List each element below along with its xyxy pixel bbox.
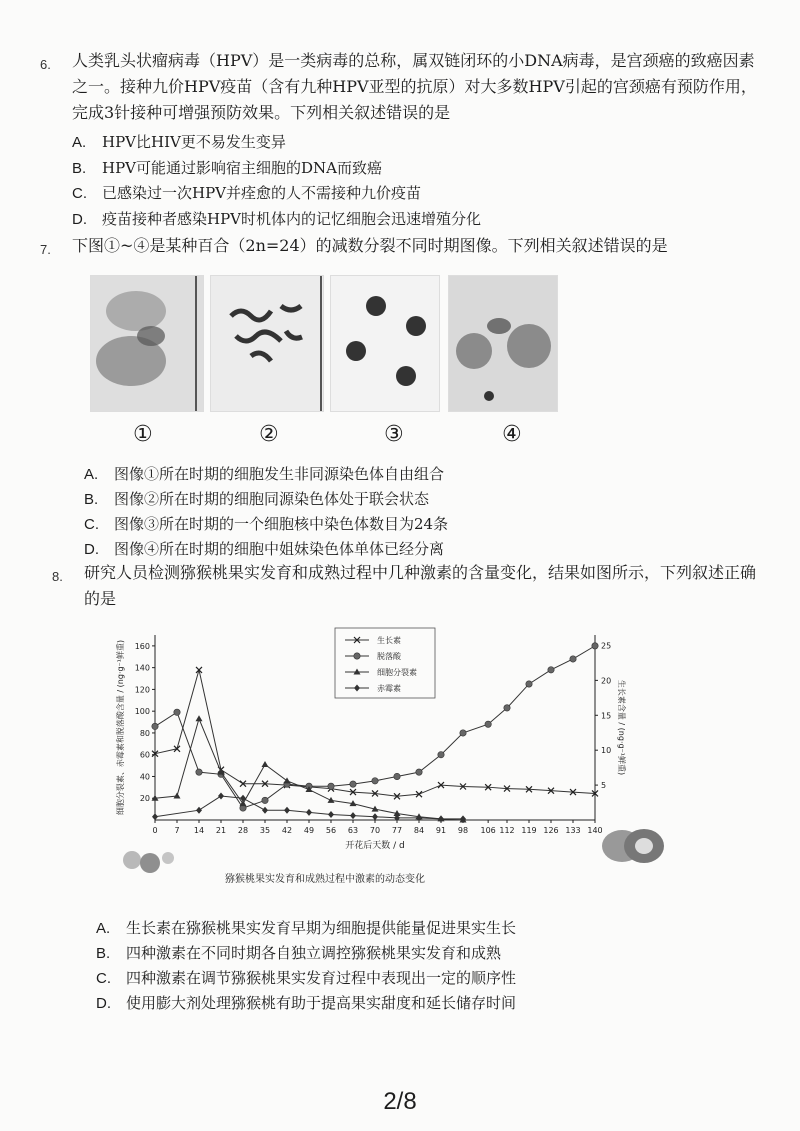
x-tick-label: 106 — [480, 826, 496, 835]
q6-option-d[interactable] — [72, 207, 481, 232]
option-letter: D. — [72, 211, 87, 228]
legend-label-2: 细胞分裂素 — [377, 668, 417, 677]
option-letter: B. — [84, 491, 99, 508]
x-tick-label: 56 — [325, 826, 337, 835]
y-tick-label-right: 15 — [601, 711, 612, 721]
option-text: 已感染过一次HPV并痊愈的人不需接种九价疫苗 — [102, 184, 422, 202]
option-letter: C. — [72, 185, 87, 202]
x-tick-label: 77 — [391, 826, 403, 835]
y-tick-label-left: 40 — [139, 772, 150, 782]
series-point-2 — [328, 797, 335, 803]
q6-option-c[interactable] — [72, 181, 421, 206]
q7-option-d[interactable] — [84, 537, 444, 562]
page-number: 2/8 — [383, 1088, 417, 1115]
series-point-2 — [196, 715, 203, 721]
x-tick-label: 35 — [259, 826, 271, 835]
q8-option-b[interactable] — [96, 941, 501, 966]
series-point-1 — [262, 797, 268, 803]
option-text: 生长素在猕猴桃果实发育早期为细胞提供能量促进果实生长 — [126, 919, 517, 937]
x-tick-label: 42 — [281, 826, 293, 835]
series-point-3 — [306, 809, 312, 816]
option-text: 图像②所在时期的细胞同源染色体处于联会状态 — [114, 490, 430, 508]
question-6 — [40, 48, 760, 126]
x-tick-label: 126 — [543, 826, 559, 835]
q8-option-c[interactable] — [96, 966, 516, 991]
q7-option-a[interactable] — [84, 462, 444, 487]
question-8 — [52, 560, 762, 612]
question-stem: 研究人员检测猕猴桃果实发育和成熟过程中几种激素的含量变化，结果如图所示，下列叙述正确的是 — [84, 563, 757, 608]
x-tick-label: 98 — [457, 826, 469, 835]
x-tick-label: 112 — [499, 826, 515, 835]
option-letter: B. — [96, 945, 111, 962]
chart-title: 猕猴桃果实发育和成熟过程中激素的动态变化 — [225, 874, 425, 885]
series-point-1 — [196, 769, 202, 775]
q8-option-d[interactable] — [96, 991, 516, 1016]
x-tick-label: 49 — [303, 826, 315, 835]
y-tick-label-right: 5 — [601, 781, 607, 791]
option-text: 图像①所在时期的细胞发生非同源染色体自由组合 — [114, 465, 445, 483]
legend-label-0: 生长素 — [377, 636, 401, 645]
series-point-3 — [284, 807, 290, 814]
q7-option-b[interactable] — [84, 487, 429, 512]
image-label-4: ④ — [502, 422, 522, 447]
series-point-1 — [416, 769, 422, 775]
y-tick-label-left: 20 — [139, 794, 150, 804]
q8-option-a[interactable] — [96, 916, 516, 941]
micrograph-3 — [330, 275, 440, 412]
y-tick-label-left: 160 — [134, 641, 150, 651]
y-tick-label-left: 120 — [134, 685, 150, 695]
question-number: 8. — [52, 569, 63, 584]
option-text: 图像④所在时期的细胞中姐妹染色体单体已经分离 — [114, 540, 445, 558]
chart-lines — [152, 643, 599, 823]
micrograph-1 — [90, 275, 204, 412]
option-letter: B. — [72, 160, 87, 177]
option-text: HPV比HIV更不易发生变异 — [102, 133, 286, 151]
x-tick-label: 133 — [565, 826, 581, 835]
series-point-1 — [350, 781, 356, 787]
series-point-3 — [372, 813, 378, 820]
x-tick-label: 91 — [435, 826, 447, 835]
micrograph-4 — [448, 275, 558, 412]
series-point-1 — [460, 730, 466, 736]
series-point-1 — [548, 667, 554, 673]
option-letter: A. — [96, 920, 111, 937]
y-axis-label-left: 细胞分裂素、赤霉素和脱落酸含量 / (ng·g⁻¹鲜重) — [116, 639, 125, 816]
option-letter: D. — [84, 541, 99, 558]
option-letter: C. — [96, 970, 111, 987]
micrograph-3-drawing — [331, 276, 439, 411]
q6-option-a[interactable] — [72, 130, 286, 155]
micrograph-1-drawing — [91, 276, 203, 411]
q6-option-b[interactable] — [72, 156, 382, 181]
series-point-3 — [152, 813, 158, 820]
x-tick-label: 63 — [347, 826, 359, 835]
legend-label-3: 赤霉素 — [377, 684, 401, 693]
series-point-1 — [174, 709, 180, 715]
series-point-2 — [262, 761, 269, 767]
x-tick-label: 84 — [413, 826, 425, 835]
question-stem: 人类乳头状瘤病毒（HPV）是一类病毒的总称，属双链闭环的小DNA病毒，是宫颈癌的致癌因素之一。接种九价HPV疫苗（含有九种HPV亚型的抗原）对大多数HPV引起的宫颈癌有预防作用，完成3针接种可增强预防效果。下列相关叙述错误的是 — [72, 51, 757, 122]
series-point-3 — [328, 811, 334, 818]
series-point-3 — [262, 807, 268, 814]
y-tick-label-left: 100 — [134, 707, 150, 717]
micrograph-2-drawing — [211, 276, 323, 411]
x-tick-label: 21 — [215, 826, 227, 835]
option-text: 四种激素在不同时期各自独立调控猕猴桃果实发育和成熟 — [126, 944, 502, 962]
question-number: 6. — [40, 57, 51, 72]
option-letter: A. — [84, 466, 99, 483]
option-text: 四种激素在调节猕猴桃果实发育过程中表现出一定的顺序性 — [126, 969, 517, 987]
legend-label-1: 脱落酸 — [377, 652, 401, 661]
y-tick-label-right: 10 — [601, 746, 612, 756]
option-text: 图像③所在时期的一个细胞核中染色体数目为24条 — [114, 515, 449, 533]
x-tick-label: 28 — [237, 826, 249, 835]
x-tick-label: 70 — [369, 826, 381, 835]
series-point-1 — [504, 705, 510, 711]
y-tick-label-left: 60 — [139, 750, 150, 760]
question-7 — [40, 233, 760, 259]
image-label-1: ① — [133, 422, 153, 447]
series-point-1 — [570, 656, 576, 662]
series-point-3 — [218, 793, 224, 800]
series-point-1 — [592, 643, 598, 649]
question-stem: 下图①~④是某种百合（2n=24）的减数分裂不同时期图像。下列相关叙述错误的是 — [72, 236, 668, 255]
option-letter: C. — [84, 516, 99, 533]
micrograph-4-drawing — [449, 276, 557, 411]
series-point-2 — [284, 777, 291, 783]
series-point-2 — [174, 793, 181, 799]
chart-legend — [335, 628, 435, 698]
y-tick-label-left: 80 — [139, 728, 150, 738]
series-point-1 — [372, 778, 378, 784]
x-tick-label: 7 — [174, 826, 180, 835]
image-label-3: ③ — [384, 422, 404, 447]
y-tick-label-right: 25 — [601, 641, 612, 651]
option-text: HPV可能通过影响宿主细胞的DNA而致癌 — [102, 159, 382, 177]
series-point-1 — [328, 783, 334, 789]
series-point-1 — [394, 773, 400, 779]
legend-marker-1 — [354, 653, 360, 659]
x-tick-label: 0 — [152, 826, 158, 835]
legend-marker-3 — [354, 685, 360, 692]
series-point-3 — [196, 807, 202, 814]
series-point-1 — [526, 681, 532, 687]
option-text: 使用膨大剂处理猕猴桃有助于提高果实甜度和延长储存时间 — [126, 994, 517, 1012]
question-number: 7. — [40, 242, 51, 257]
series-point-1 — [152, 723, 158, 729]
micrograph-2 — [210, 275, 324, 412]
option-letter: D. — [96, 995, 111, 1012]
x-tick-label: 140 — [587, 826, 603, 835]
x-tick-label: 14 — [193, 826, 205, 835]
option-text: 疫苗接种者感染HPV时机体内的记忆细胞会迅速增殖分化 — [102, 210, 482, 228]
flower-illustration — [110, 848, 190, 878]
x-tick-label: 119 — [521, 826, 537, 835]
y-tick-label-right: 20 — [601, 676, 612, 686]
y-tick-label-left: 140 — [134, 663, 150, 673]
q7-option-c[interactable] — [84, 512, 448, 537]
image-label-2: ② — [259, 422, 279, 447]
y-axis-label-right: 生长素含量 / (ng·g⁻¹鲜重) — [617, 679, 626, 776]
series-point-3 — [350, 812, 356, 819]
x-axis-label: 开花后天数 / d — [345, 841, 405, 851]
kiwi-illustration — [600, 822, 670, 867]
series-point-1 — [438, 752, 444, 758]
series-point-1 — [485, 721, 491, 727]
option-letter: A. — [72, 134, 87, 151]
